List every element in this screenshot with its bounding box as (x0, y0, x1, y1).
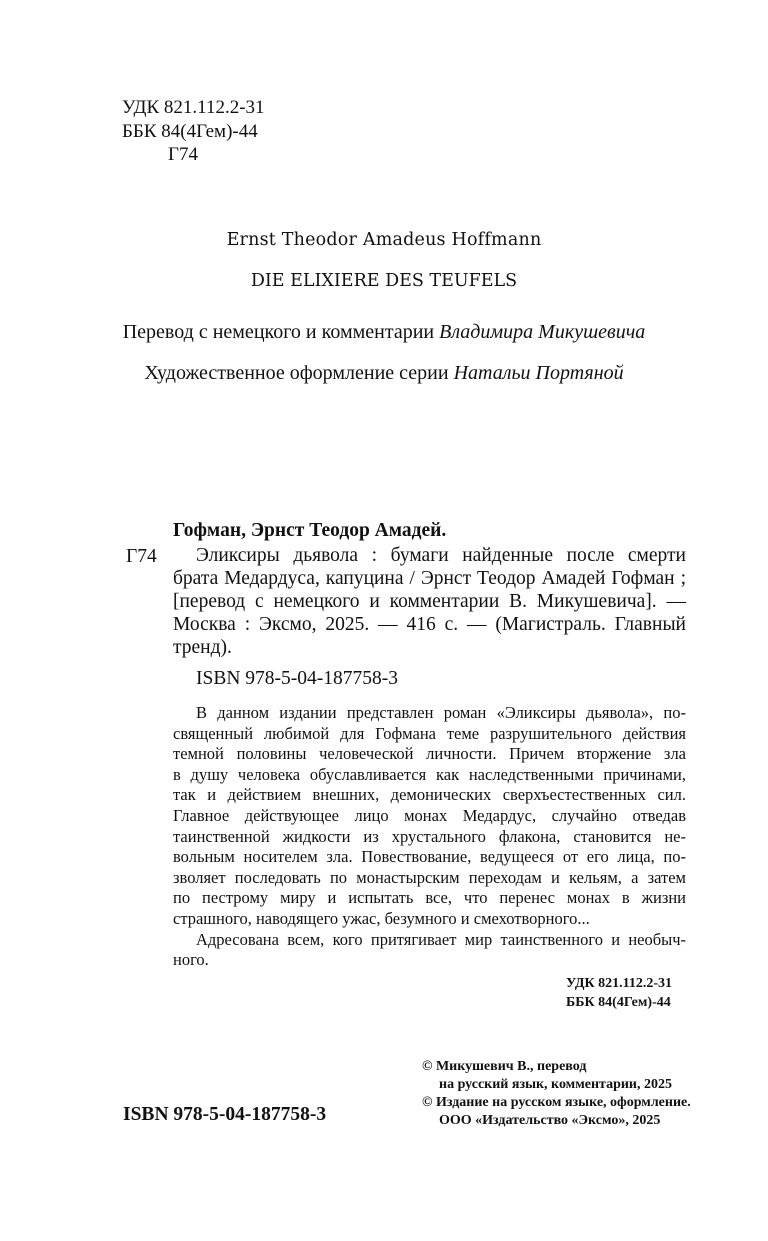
annotation-line: страшного, наводящего ужас, безумного и смехотворного... (173, 908, 590, 928)
copyright-line: ООО «Издательство «Эксмо», 2025 (439, 1113, 661, 1128)
translation-credit (0, 321, 768, 344)
catalog-heading: Гофман, Эрнст Теодор Амадей. (173, 520, 447, 541)
catalog-line: [перевод с немецкого и комментарии В. Микушевича]. — (173, 591, 686, 612)
copyright-line: на русский язык, комментарии, 2025 (439, 1077, 672, 1092)
original-author: Ernst Theodor Amadeus Hoffmann (226, 230, 542, 250)
annotation-line: ного. (173, 950, 209, 970)
annotation-line: в душу человека обуславливается как наследственными причинами, (173, 764, 686, 784)
annotation-line: Адресована всем, кого притягивает мир таинственного и необыч- (196, 929, 686, 949)
annotation (173, 703, 686, 971)
catalog-line: Москва : Эксмо, 2025. — 416 с. — (Магистраль. Главный (173, 614, 686, 635)
annotation-line: темной половины человеческой личности. Причем вторжение зла (173, 744, 686, 764)
footer-udk: УДК 821.112.2-31 (566, 976, 673, 991)
annotation-line: таинственной жидкости из хрустального флакона, становится не- (173, 826, 686, 846)
annotation-line: священный любимой для Гофмана теме разрушительного действия (173, 723, 686, 743)
catalog-description (173, 544, 686, 659)
original-title: DIE ELIXIERE DES TEUFELS (250, 271, 518, 291)
bbk-code: ББК 84(4Гем)-44 (122, 121, 258, 142)
annotation-line: зволяет последовать по монастырским переходам и кельям, а затем (173, 867, 686, 887)
copyright-line: © Издание на русском языке, оформление. (422, 1095, 691, 1110)
design-credit (0, 362, 768, 385)
udk-code: УДК 821.112.2-31 (122, 97, 265, 118)
catalog-isbn: ISBN 978-5-04-187758-3 (196, 668, 399, 689)
translation-prefix: Перевод с немецкого и комментарии (122, 321, 440, 343)
copyright-line: © Микушевич В., перевод (422, 1059, 587, 1074)
annotation-line: по пестрому миру и испытать все, что перенес монах в жизни (173, 888, 686, 908)
annotation-line: так и действием внешних, демонических сверхъестественных сил. (173, 785, 686, 805)
catalog-line: тренд). (173, 637, 232, 658)
design-prefix: Художественное оформление серии (144, 362, 454, 384)
catalog-line: брата Медардуса, капуцина / Эрнст Теодор Амадей Гофман ; (173, 568, 686, 589)
annotation-line: Главное действующее лицо монах Медардус, случайно отведав (173, 805, 686, 825)
annotation-line: вольным носителем зла. Повествование, ведущееся от его лица, по- (173, 847, 686, 867)
translator-name: Владимира Микушевича (439, 321, 646, 343)
author-mark: Г74 (168, 144, 198, 165)
catalog-line: Эликсиры дьявола : бумаги найденные после смерти (196, 545, 686, 566)
footer-bbk: ББК 84(4Гем)-44 (566, 995, 671, 1010)
footer-isbn: ISBN 978-5-04-187758-3 (123, 1104, 327, 1125)
designer-name: Натальи Портяной (453, 362, 624, 384)
annotation-line: В данном издании представлен роман «Эликсиры дьявола», по- (196, 703, 686, 722)
catalog-mark: Г74 (126, 546, 157, 567)
